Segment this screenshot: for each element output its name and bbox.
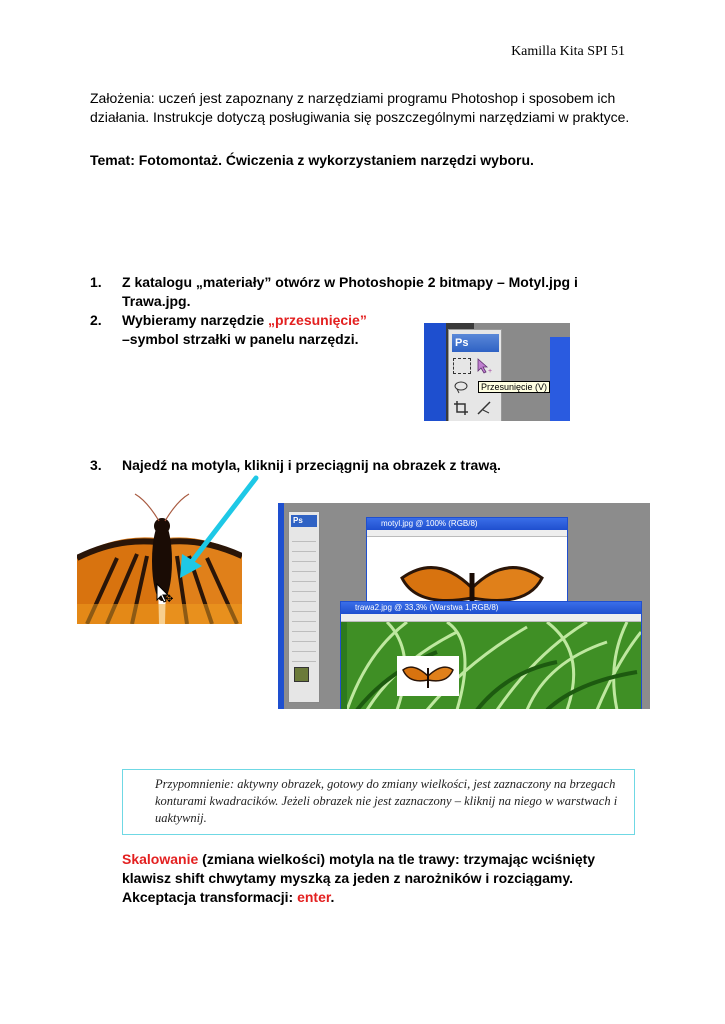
marquee-tool-icon <box>453 358 471 374</box>
intro-paragraph: Założenia: uczeń jest zapoznany z narzędziami programu Photoshop i sposobem ich działania. Instrukcje dotyczą posługiwania się poszczególnymi narzędziami w praktyce. <box>90 90 630 125</box>
step-text <box>122 311 412 349</box>
step-text: Z katalogu „materiały” otwórz w Photoshopie 2 bitmapy – Motyl.jpg i Trawa.jpg. <box>122 274 578 309</box>
scaling-end: . <box>330 889 335 905</box>
ps-logo: Ps <box>452 334 499 352</box>
scaling-keyword: Skalowanie <box>122 851 199 867</box>
photoshop-drag-screenshot <box>278 503 650 709</box>
grass-window <box>340 601 642 709</box>
drag-arrow-icon <box>150 470 270 590</box>
enter-keyword: enter <box>297 889 331 905</box>
toolbox-screenshot <box>424 323 570 421</box>
step-number: 1. <box>90 274 102 290</box>
tool-name-highlight: „przesunięcie” <box>268 312 367 328</box>
lesson-topic: Temat: Fotomontaż. Ćwiczenia z wykorzystaniem narzędzi wyboru. <box>90 152 534 168</box>
lasso-tool-icon <box>453 380 469 394</box>
document-header: Kamilla Kita SPI 51 <box>511 44 625 59</box>
tool-tooltip: Przesunięcie (V) <box>478 381 550 393</box>
slice-tool-icon <box>475 400 493 416</box>
move-tool-icon <box>475 357 495 375</box>
crop-tool-icon <box>453 400 469 416</box>
scaling-text: (zmiana wielkości) motyla na tle trawy: trzymając wciśnięty klawisz shift chwytamy myszką za jeden z narożników i rozciągamy. Akceptacja transformacji: <box>122 851 596 905</box>
ps-logo: Ps <box>291 515 317 527</box>
scaling-instruction <box>122 850 642 907</box>
step-number: 2. <box>90 312 102 328</box>
svg-text:✥: ✥ <box>165 594 174 605</box>
step-text-after: –symbol strzałki w panelu narzędzi. <box>122 331 359 347</box>
window-title: motyl.jpg @ 100% (RGB/8) <box>367 518 567 530</box>
window-title: trawa2.jpg @ 33,3% (Warstwa 1,RGB/8) <box>341 602 641 614</box>
toolbox-panel <box>288 511 320 703</box>
step-text-before: Wybieramy narzędzie <box>122 312 269 328</box>
reminder-note: Przypomnienie: aktywny obrazek, gotowy do zmiany wielkości, jest zaznaczony na brzegach konturami kwadracików. Jeżeli obrazek nie jest zaznaczony – kliknij na niego w warstwach i uaktywnij. <box>122 769 635 835</box>
step-text: Najedź na motyla, kliknij i przeciągnij na obrazek z trawą. <box>122 457 501 473</box>
svg-text:+: + <box>488 368 493 375</box>
color-swatch <box>294 667 309 682</box>
step-number: 3. <box>90 457 102 473</box>
